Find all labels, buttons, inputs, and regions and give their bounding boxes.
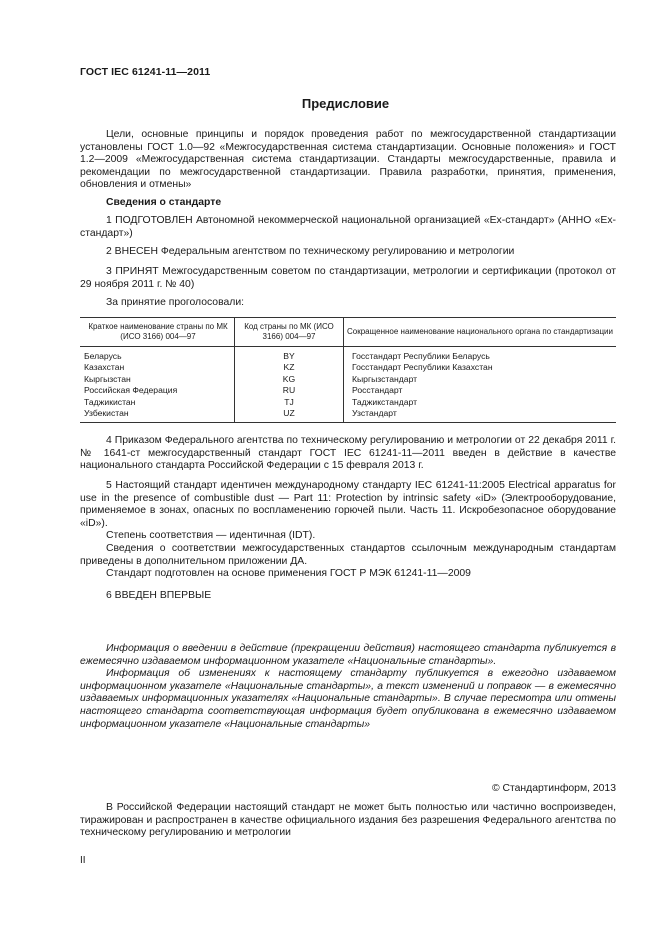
publication-intro-info: Информация о введении в действие (прекращении действия) настоящего стандарта публикуется в ежемесячно издаваемом информационном указателе «Национальные стандарты». [80, 643, 616, 667]
table-cell-body: Госстандарт Республики Казахстан [344, 362, 617, 373]
intro-paragraph: Цели, основные принципы и порядок проведения работ по межгосударственной стандартизации установлены ГОСТ 1.0—92 «Межгосударственная система стандартизации. Основные положения» и ГОСТ 1.2—2009 «Межгосударственная система стандартизации. Стандарты межгосударственные, правила и рекомендации по межгосударственной стандартизации. Правила разработки, принятия, применения, обновления и отмены» [80, 129, 616, 191]
table-cell-code: RU [235, 385, 344, 396]
intro-block [80, 129, 616, 192]
standard-id-header: ГОСТ IEC 61241-11—2011 [80, 66, 211, 78]
page-number: II [80, 855, 86, 866]
table-row [80, 362, 616, 373]
item-6-block [80, 590, 616, 603]
countries-table [80, 317, 616, 423]
item-3: 3 ПРИНЯТ Межгосударственным советом по стандартизации, метрологии и сертификации (протокол от 29 ноября 2011 г. № 40) [80, 266, 616, 290]
info-heading: Сведения о стандарте [106, 197, 222, 208]
table-row [80, 385, 616, 396]
table-row [80, 397, 616, 408]
copyright-notice: © Стандартинформ, 2013 [491, 783, 616, 794]
references-note: Сведения о соответствии межгосударственных стандартов ссылочным международным стандартам приведены в дополнительном приложении ДА. [80, 542, 616, 567]
item-4-block [80, 435, 616, 473]
reproduction-notice: В Российской Федерации настоящий стандарт не может быть полностью или частично воспроизведен, тиражирован и распространен в качестве официального издания без разрешения Федерального агентства по техническому регулированию и метрологии [80, 802, 616, 839]
conformity-degree: Степень соответствия — идентичная (IDT). [106, 530, 316, 542]
table-cell-body: Узстандарт [344, 408, 617, 423]
table-row [80, 408, 616, 423]
table-cell-body: Таджикстандарт [344, 397, 617, 408]
based-on-note: Стандарт подготовлен на основе применения ГОСТ Р МЭК 61241-11—2009 [106, 568, 471, 580]
table-cell-body: Росстандарт [344, 385, 617, 396]
item-6: 6 ВВЕДЕН ВПЕРВЫЕ [106, 590, 212, 601]
item-3-block [80, 266, 616, 291]
table-cell-code: UZ [235, 408, 344, 423]
table-cell-body: Госстандарт Республики Беларусь [344, 347, 617, 363]
table-cell-country: Узбекистан [80, 408, 235, 423]
table-row [80, 374, 616, 385]
item-5-block [80, 480, 616, 581]
item-1: 1 ПОДГОТОВЛЕН Автономной некоммерческой национальной организацией «Ex-стандарт» (АННО «Ex-стандарт») [80, 215, 616, 239]
table-cell-country: Беларусь [84, 351, 122, 361]
publication-info-block [80, 643, 616, 731]
table-cell-body: Кыргызстандарт [344, 374, 617, 385]
table-row [80, 347, 616, 363]
item-2: 2 ВНЕСЕН Федеральным агентством по техническому регулированию и метрологии [106, 246, 515, 257]
table-cell-code: TJ [235, 397, 344, 408]
item-4: 4 Приказом Федерального агентства по техническому регулированию и метрологии от 22 декабря 2011 г. № 1641-ст межгосударственный стандарт ГОСТ IEC 61241-11—2011 введен в действие в качестве национального стандарта Российской Федерации с 15 февраля 2013 г. [80, 435, 616, 472]
publication-changes-info: Информация об изменениях к настоящему стандарту публикуется в ежегодно издаваемом информационном указателе «Национальные стандарты», а текст изменений и поправок — в ежемесячно издаваемых информационных указателях «Национальные стандарты». В случае пересмотра или отмены настоящего стандарта соответствующая информация будет опубликована в ежемесячно издаваемом информационном указателе «Национальные стандарты» [80, 668, 616, 730]
table-header-body: Сокращенное наименование национального органа по стандартизации [344, 318, 617, 347]
info-heading-block [80, 197, 616, 210]
table-cell-code: KG [235, 374, 344, 385]
page-title: Предисловие [301, 96, 390, 111]
table-cell-country: Таджикистан [84, 396, 136, 407]
table-cell-code: KZ [235, 362, 344, 373]
table-cell-country: Кыргызстан [84, 373, 131, 384]
table-cell-country: Казахстан [84, 362, 125, 373]
item-1-block [80, 215, 616, 240]
table-cell-country: Российская Федерация [84, 385, 178, 396]
table-header-row [80, 318, 616, 347]
table-header-country: Краткое наименование страны по МК (ИСО 3166) 004—97 [80, 318, 235, 347]
table-header-code: Код страны по МК (ИСО 3166) 004—97 [235, 318, 344, 347]
item-5: 5 Настоящий стандарт идентичен международному стандарту IEC 61241-11:2005 Electrical apparatus for use in the presence of combustible dust — Part 11: Protection by intrinsic safety «iD» (Электрооборудование, применяемое в зонах, опасных по воспламенению горючей пыли. Часть 11. Искробезопасное оборудование «iD»). [80, 480, 616, 529]
item-2-block [80, 246, 616, 259]
reproduction-block [80, 802, 616, 840]
voted-block [80, 297, 616, 310]
table-cell-code: BY [235, 347, 344, 363]
voted-label: За принятие проголосовали: [106, 297, 245, 308]
